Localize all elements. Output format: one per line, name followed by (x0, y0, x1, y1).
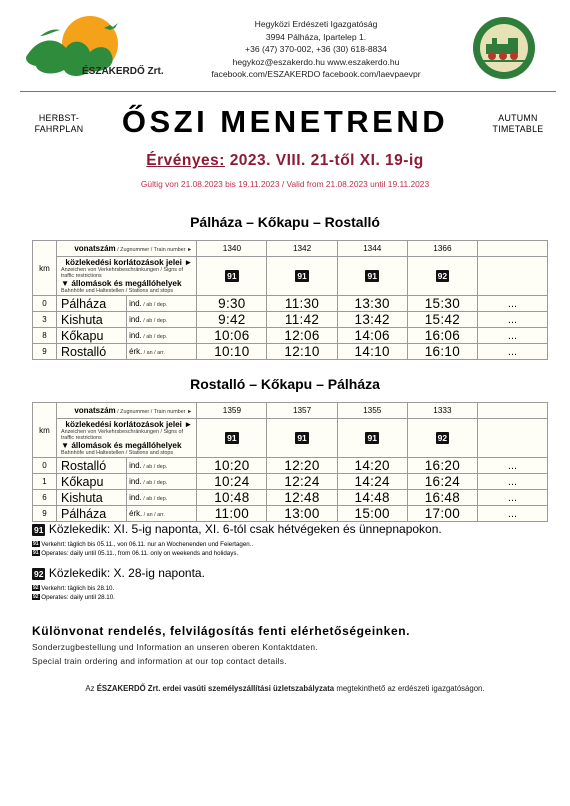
time-cell: 10:24 (197, 474, 267, 490)
time-cell: 12:20 (267, 458, 337, 474)
note-92-main (32, 566, 205, 580)
special-train-heading: Különvonat rendelés, felvilágosítás fenti elérhetőségeinken. (32, 624, 411, 638)
table-row (33, 458, 548, 474)
restriction-code-cell (407, 257, 477, 296)
time-cell: 16:10 (407, 344, 477, 360)
note-91-text: Közlekedik: XI. 5-ig naponta, XI. 6-tól csak hétvégeken és ünnepnapokon. (48, 522, 442, 536)
arr-dep-label (127, 312, 197, 328)
route2-timetable (32, 402, 548, 522)
restriction-badge-small: 91 (33, 550, 39, 556)
stations-trans: Bahnhöfe und Haltestellen / Stations and stops (61, 288, 174, 294)
arr-dep-label (127, 458, 197, 474)
route1-timetable (32, 240, 548, 360)
time-cell: 12:10 (267, 344, 337, 360)
restriction-badge: 91 (367, 433, 377, 443)
time-cell: 14:06 (337, 328, 407, 344)
arr-dep-hu: ind. (129, 493, 142, 502)
arr-dep-hu: ind. (129, 299, 142, 308)
route2-title: Rostalló – Kőkapu – Pálháza (190, 376, 380, 392)
train-number: 1340 (197, 241, 267, 257)
arr-dep-trans: / ab / dep. (141, 464, 168, 470)
note-91-de-text: Verkehrt: täglich bis 05.11., von 06.11. nur an Wochenenden und Feiertagen.. (41, 541, 254, 548)
time-cell: 16:06 (407, 328, 477, 344)
time-cell: 13:42 (337, 312, 407, 328)
train-number: 1344 (337, 241, 407, 257)
footer-bold: ÉSZAKERDŐ Zrt. erdei vasúti személyszállítási üzletszabályzata (96, 684, 335, 693)
extra-cell: ... (478, 506, 548, 522)
restriction-badge: 91 (367, 271, 377, 281)
restriction-badge: 92 (34, 569, 44, 579)
extra-cell: ... (478, 490, 548, 506)
time-cell: 14:10 (337, 344, 407, 360)
special-train-en: Special train ordering and information at our top contact details. (32, 656, 287, 666)
extra-column-header (478, 419, 548, 458)
contact-org: Hegyközi Erdészeti Igazgatóság (254, 19, 378, 29)
restrictions-stations-label (57, 257, 197, 296)
restrictions-trans: Anzeichen von Verkehrsbeschränkungen / Signs of traffic restrictions (61, 267, 183, 279)
restriction-badge-small: 91 (33, 541, 39, 547)
train-number-label (57, 241, 197, 257)
arr-dep-trans: / an / arr. (142, 512, 165, 518)
table-row (33, 490, 548, 506)
stations-trans: Bahnhöfe und Haltestellen / Stations and stops (61, 450, 174, 456)
note-91-de (32, 540, 442, 549)
extra-cell: ... (478, 328, 548, 344)
arr-dep-trans: / ab / dep. (141, 496, 168, 502)
extra-cell: ... (478, 312, 548, 328)
time-cell: 16:24 (407, 474, 477, 490)
validity-translation: Gültig von 21.08.2023 bis 19.11.2023 / Valid from 21.08.2023 until 19.11.2023 (140, 179, 430, 189)
station-name: Kishuta (57, 490, 127, 506)
title-en-line2: TIMETABLE (492, 124, 544, 134)
restriction-badge: 91 (227, 271, 237, 281)
time-cell: 15:42 (407, 312, 477, 328)
station-name: Rostalló (57, 458, 127, 474)
forest-railway-seal (472, 16, 536, 80)
station-name: Kőkapu (57, 474, 127, 490)
restriction-code-cell (337, 419, 407, 458)
time-cell: 17:00 (407, 506, 477, 522)
note-92-de (32, 584, 205, 593)
station-name: Pálháza (57, 296, 127, 312)
arr-dep-trans: / ab / dep. (141, 318, 168, 324)
restriction-badge: 91 (297, 271, 307, 281)
table-row (33, 312, 548, 328)
footer-note (0, 684, 570, 693)
note-92-text: Közlekedik: X. 28-ig naponta. (48, 566, 205, 580)
train-number: 1355 (337, 403, 407, 419)
validity-period (0, 152, 570, 170)
arr-dep-hu: érk. (129, 347, 143, 356)
time-cell: 10:06 (197, 328, 267, 344)
note-92-en-text: Operates: daily until 28.10. (41, 594, 115, 601)
arr-dep-hu: ind. (129, 461, 142, 470)
km-value: 0 (33, 296, 57, 312)
extra-column-header (478, 403, 548, 419)
arr-dep-label (127, 328, 197, 344)
arr-dep-trans: / an / arr. (142, 350, 165, 356)
route1-title: Pálháza – Kőkapu – Rostalló (190, 214, 380, 230)
restriction-badge: 91 (227, 433, 237, 443)
extra-column-header (478, 257, 548, 296)
restriction-code-cell (267, 419, 337, 458)
train-number: 1333 (407, 403, 477, 419)
note-92-en (32, 593, 205, 602)
note-91-en (32, 549, 442, 558)
km-value: 0 (33, 458, 57, 474)
time-cell: 15:30 (407, 296, 477, 312)
station-name: Kőkapu (57, 328, 127, 344)
km-value: 1 (33, 474, 57, 490)
time-cell: 10:48 (197, 490, 267, 506)
header-divider (20, 91, 556, 92)
time-cell: 14:48 (337, 490, 407, 506)
km-value: 9 (33, 506, 57, 522)
special-train-de: Sonderzugbestellung und Information an unseren oberen Kontaktdaten. (32, 642, 318, 652)
restriction-code-cell (407, 419, 477, 458)
note-92-de-text: Verkehrt: täglich bis 28.10. (41, 585, 115, 592)
arr-dep-label (127, 344, 197, 360)
restriction-badge: 91 (297, 433, 307, 443)
title-de-line2: FAHRPLAN (34, 124, 84, 134)
contact-facebook: facebook.com/ESZAKERDO facebook.com/laevpaevpr (211, 69, 421, 80)
restriction-code-cell (337, 257, 407, 296)
footer-suffix: megtekinthető az erdészeti igazgatóságon. (334, 684, 485, 693)
extra-cell: ... (478, 296, 548, 312)
time-cell: 14:24 (337, 474, 407, 490)
time-cell: 16:20 (407, 458, 477, 474)
arr-dep-label (127, 474, 197, 490)
restrictions-stations-label (57, 419, 197, 458)
arr-dep-hu: ind. (129, 315, 142, 324)
restriction-badge: 92 (437, 271, 448, 281)
time-cell: 13:00 (267, 506, 337, 522)
time-cell: 12:24 (267, 474, 337, 490)
train-number: 1359 (197, 403, 267, 419)
table-row (33, 506, 548, 522)
time-cell: 11:42 (267, 312, 337, 328)
table-row (33, 296, 548, 312)
time-cell: 11:30 (267, 296, 337, 312)
restriction-code-cell (197, 257, 267, 296)
note-92 (32, 566, 205, 602)
arr-dep-hu: ind. (129, 331, 142, 340)
arr-dep-label (127, 490, 197, 506)
title-en-line1: AUTUMN (498, 113, 538, 123)
footer-prefix: Az (85, 684, 97, 693)
restrictions-trans: Anzeichen von Verkehrsbeschränkungen / Signs of traffic restrictions (61, 429, 183, 441)
restrictions-label: közlekedési korlátozások jelei ► (65, 420, 193, 429)
brand-name: ÉSZAKERDŐ Zrt. (82, 66, 164, 77)
restriction-badge: 91 (34, 525, 44, 535)
station-name: Pálháza (57, 506, 127, 522)
time-cell: 12:06 (267, 328, 337, 344)
km-header: km (33, 403, 57, 458)
restriction-code-cell (267, 257, 337, 296)
train-number: 1366 (407, 241, 477, 257)
arr-dep-trans: / ab / dep. (141, 480, 168, 486)
time-cell: 13:30 (337, 296, 407, 312)
restriction-code-cell (197, 419, 267, 458)
train-number-trans: / Zugnummer / Train number ► (115, 247, 193, 253)
restriction-badge-small: 92 (33, 585, 39, 591)
time-cell: 16:48 (407, 490, 477, 506)
restriction-badge-small: 92 (33, 594, 39, 600)
train-number-text: vonatszám (74, 406, 116, 415)
extra-cell: ... (478, 474, 548, 490)
arr-dep-trans: / ab / dep. (141, 334, 168, 340)
arr-dep-hu: érk. (129, 509, 143, 518)
note-91 (32, 522, 442, 558)
stations-label: ▼ állomások és megállóhelyek (61, 441, 182, 450)
km-value: 6 (33, 490, 57, 506)
note-91-en-text: Operates: daily until 05.11., from 06.11. only on weekends and holidays. (41, 550, 239, 557)
arr-dep-trans: / ab / dep. (141, 302, 168, 308)
train-number-label (57, 403, 197, 419)
validity-label: Érvényes: (146, 152, 225, 169)
train-number-trans: / Zugnummer / Train number ► (115, 409, 193, 415)
station-name: Rostalló (57, 344, 127, 360)
km-value: 9 (33, 344, 57, 360)
note-91-main (32, 522, 442, 536)
km-header: km (33, 241, 57, 296)
extra-column-header (478, 241, 548, 257)
restriction-badge: 92 (437, 433, 448, 443)
time-cell: 12:48 (267, 490, 337, 506)
time-cell: 11:00 (197, 506, 267, 522)
contact-block (196, 18, 436, 81)
train-number: 1342 (267, 241, 337, 257)
time-cell: 10:10 (197, 344, 267, 360)
arr-dep-label (127, 506, 197, 522)
stations-label: ▼ állomások és megállóhelyek (61, 279, 182, 288)
time-cell: 9:30 (197, 296, 267, 312)
arr-dep-hu: ind. (129, 477, 142, 486)
table-row (33, 474, 548, 490)
arr-dep-label (127, 296, 197, 312)
km-value: 8 (33, 328, 57, 344)
extra-cell: ... (478, 344, 548, 360)
contact-email-web: hegykoz@eszakerdo.hu www.eszakerdo.hu (232, 56, 400, 67)
title-en (478, 113, 558, 135)
km-value: 3 (33, 312, 57, 328)
time-cell: 10:20 (197, 458, 267, 474)
header (0, 0, 570, 92)
time-cell: 14:20 (337, 458, 407, 474)
table-row (33, 328, 548, 344)
time-cell: 15:00 (337, 506, 407, 522)
train-number-text: vonatszám (74, 244, 116, 253)
extra-cell: ... (478, 458, 548, 474)
train-number: 1357 (267, 403, 337, 419)
station-name: Kishuta (57, 312, 127, 328)
table-row (33, 344, 548, 360)
restrictions-label: közlekedési korlátozások jelei ► (65, 258, 193, 267)
title-de-line1: HERBST- (38, 113, 80, 123)
page-title: ŐSZI MENETREND (121, 104, 449, 139)
contact-address: 3994 Pálháza, Ipartelep 1. (265, 31, 367, 42)
validity-range: 2023. VIII. 21-től XI. 19-ig (229, 152, 424, 169)
time-cell: 9:42 (197, 312, 267, 328)
title-de (24, 113, 94, 135)
contact-phone: +36 (47) 370-002, +36 (30) 618-8834 (245, 44, 387, 55)
